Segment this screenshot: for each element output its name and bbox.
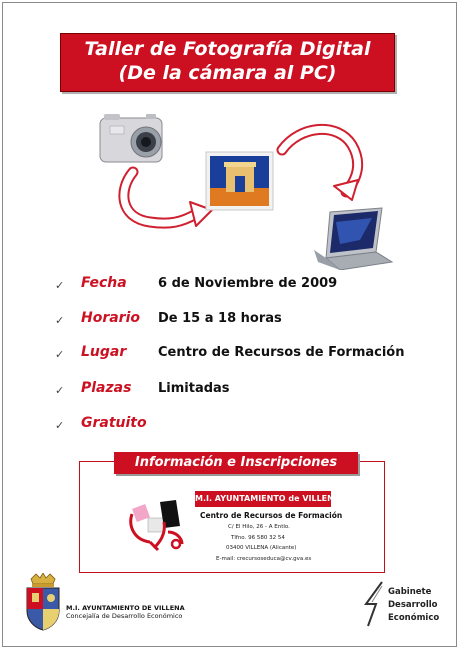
horario-label: Horario	[81, 310, 141, 326]
gabinete-line-3: Económico	[388, 613, 440, 623]
check-icon: ✓	[55, 279, 65, 292]
curved-arrow-right-icon	[282, 129, 358, 200]
footer-concejalia: Concejalía de Desarrollo Económico	[66, 612, 183, 620]
check-icon: ✓	[55, 348, 65, 361]
footer-ayuntamiento: M.I. AYUNTAMIENTO DE VILLENA	[66, 604, 185, 612]
curved-arrow-left-icon	[124, 172, 212, 226]
gabinete-line-2: Desarrollo	[388, 600, 438, 610]
lugar-value: Centro de Recursos de Formación	[158, 345, 405, 360]
photo-icon	[206, 152, 273, 210]
check-icon: ✓	[55, 419, 65, 432]
plazas-label: Plazas	[81, 380, 132, 396]
fecha-label: Fecha	[81, 275, 127, 291]
check-icon: ✓	[55, 314, 65, 327]
gratuito-label: Gratuito	[81, 415, 147, 431]
center-city: 03400 VILLENA (Alicante)	[226, 545, 297, 551]
center-email: E-mail: crecursoseduca@cv.gva.es	[216, 556, 312, 562]
check-icon: ✓	[55, 384, 65, 397]
fecha-value: 6 de Noviembre de 2009	[158, 276, 338, 291]
laptop-icon	[314, 208, 392, 270]
title-line-2: (De la cámara al PC)	[118, 62, 337, 84]
gabinete-line-1: Gabinete	[388, 587, 432, 597]
title-line-1: Taller de Fotografía Digital	[84, 38, 371, 60]
center-name: Centro de Recursos de Formación	[200, 511, 343, 520]
info-header: Información e Inscripciones	[114, 452, 358, 474]
resource-center-logo-icon	[124, 492, 194, 554]
lugar-label: Lugar	[81, 344, 127, 360]
gabinete-logo-icon	[362, 580, 386, 628]
ayuntamiento-bar: M.I. AYUNTAMIENTO de VILLENA	[195, 491, 331, 507]
coat-of-arms-icon	[24, 573, 62, 631]
digital-camera-icon	[100, 114, 162, 162]
camera-to-pc-illustration	[0, 0, 461, 270]
center-phone: Tlfno. 96 580 32 54	[231, 535, 285, 541]
horario-value: De 15 a 18 horas	[158, 311, 282, 326]
plazas-value: Limitadas	[158, 381, 230, 396]
center-address: C/ El Hilo, 26 - A Entlo.	[228, 524, 290, 530]
